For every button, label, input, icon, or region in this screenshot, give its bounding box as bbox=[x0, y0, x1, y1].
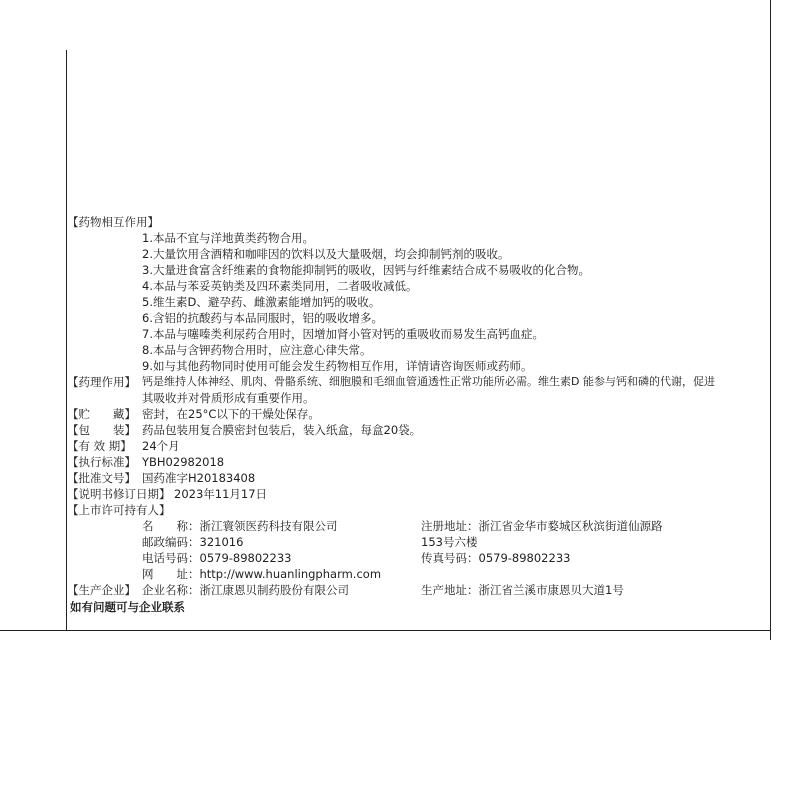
interaction-item-1: 1.本品不宜与洋地黄类药物合用。 bbox=[142, 231, 314, 245]
manufacturer-name: 企业名称：浙江康恩贝制药股份有限公司 bbox=[142, 583, 349, 597]
approval-label: 【批准文号】 bbox=[67, 471, 136, 485]
standard-label: 【执行标准】 bbox=[67, 455, 136, 469]
frame-right-border bbox=[770, 0, 771, 640]
frame-left-border bbox=[66, 50, 67, 630]
interaction-item-3: 3.大量进食富含纤维素的食物能抑制钙的吸收，因钙与纤维素结合成不易吸收的化合物。 bbox=[142, 263, 590, 277]
revision-label: 【说明书修订日期】 bbox=[67, 487, 171, 501]
pharmacology-line-1: 钙是维持人体神经、肌肉、骨骼系统、细胞膜和毛细血管通透性正常功能所必需。维生素D 能参与钙和磷的代谢，促进 bbox=[142, 375, 715, 388]
approval-value: 国药准字H20183408 bbox=[142, 471, 256, 485]
standard-value: YBH02982018 bbox=[142, 455, 225, 469]
manufacturer-address: 生产地址：浙江省兰溪市康恩贝大道1号 bbox=[421, 583, 624, 597]
holder-name: 名 称：浙江寰领医药科技有限公司 bbox=[142, 519, 338, 533]
interaction-item-7: 7.本品与噻嗪类利尿药合用时，因增加肾小管对钙的重吸收而易发生高钙血症。 bbox=[142, 327, 544, 341]
storage-label: 【贮 藏】 bbox=[67, 407, 136, 421]
holder-address-line-1: 注册地址：浙江省金华市婺城区秋滨街道仙源路 bbox=[421, 519, 663, 533]
interaction-item-2: 2.大量饮用含酒精和咖啡因的饮料以及大量吸烟，均会抑制钙剂的吸收。 bbox=[142, 247, 510, 261]
contact-note: 如有问题可与企业联系 bbox=[70, 600, 185, 614]
revision-value: 2023年11月17日 bbox=[174, 487, 268, 501]
manufacturer-label: 【生产企业】 bbox=[67, 583, 136, 597]
interaction-item-9: 9.如与其他药物同时使用可能会发生药物相互作用，详情请咨询医师或药师。 bbox=[142, 359, 533, 373]
interaction-item-8: 8.本品与含钾药物合用时，应注意心律失常。 bbox=[142, 343, 372, 357]
interaction-item-4: 4.本品与苯妥英钠类及四环素类同用，二者吸收减低。 bbox=[142, 279, 418, 293]
storage-value: 密封，在25°C以下的干燥处保存。 bbox=[142, 407, 320, 421]
validity-label: 【有 效 期】 bbox=[67, 439, 132, 453]
holder-address-line-2: 153号六楼 bbox=[421, 535, 478, 549]
package-value: 药品包装用复合膜密封包装后，装入纸盒，每盒20袋。 bbox=[142, 423, 422, 437]
interaction-item-5: 5.维生素D、避孕药、雌激素能增加钙的吸收。 bbox=[142, 295, 381, 309]
holder-fax: 传真号码：0579-89802233 bbox=[421, 551, 571, 565]
interactions-label: 【药物相互作用】 bbox=[67, 215, 159, 229]
validity-value: 24个月 bbox=[142, 439, 180, 453]
interaction-item-6: 6.含铝的抗酸药与本品同服时，铝的吸收增多。 bbox=[142, 311, 383, 325]
frame-bottom-border bbox=[0, 630, 771, 631]
holder-website: 网 址：http://www.huanlingpharm.com bbox=[142, 567, 382, 581]
holder-postcode: 邮政编码：321016 bbox=[142, 535, 244, 549]
pharmacology-label: 【药理作用】 bbox=[67, 375, 136, 389]
holder-label: 【上市许可持有人】 bbox=[67, 503, 171, 517]
paper-top-area bbox=[0, 0, 800, 222]
holder-phone: 电话号码：0579-89802233 bbox=[142, 551, 292, 565]
package-label: 【包 装】 bbox=[67, 423, 136, 437]
pharmacology-line-2: 其吸收并对骨质形成有重要作用。 bbox=[142, 391, 315, 405]
